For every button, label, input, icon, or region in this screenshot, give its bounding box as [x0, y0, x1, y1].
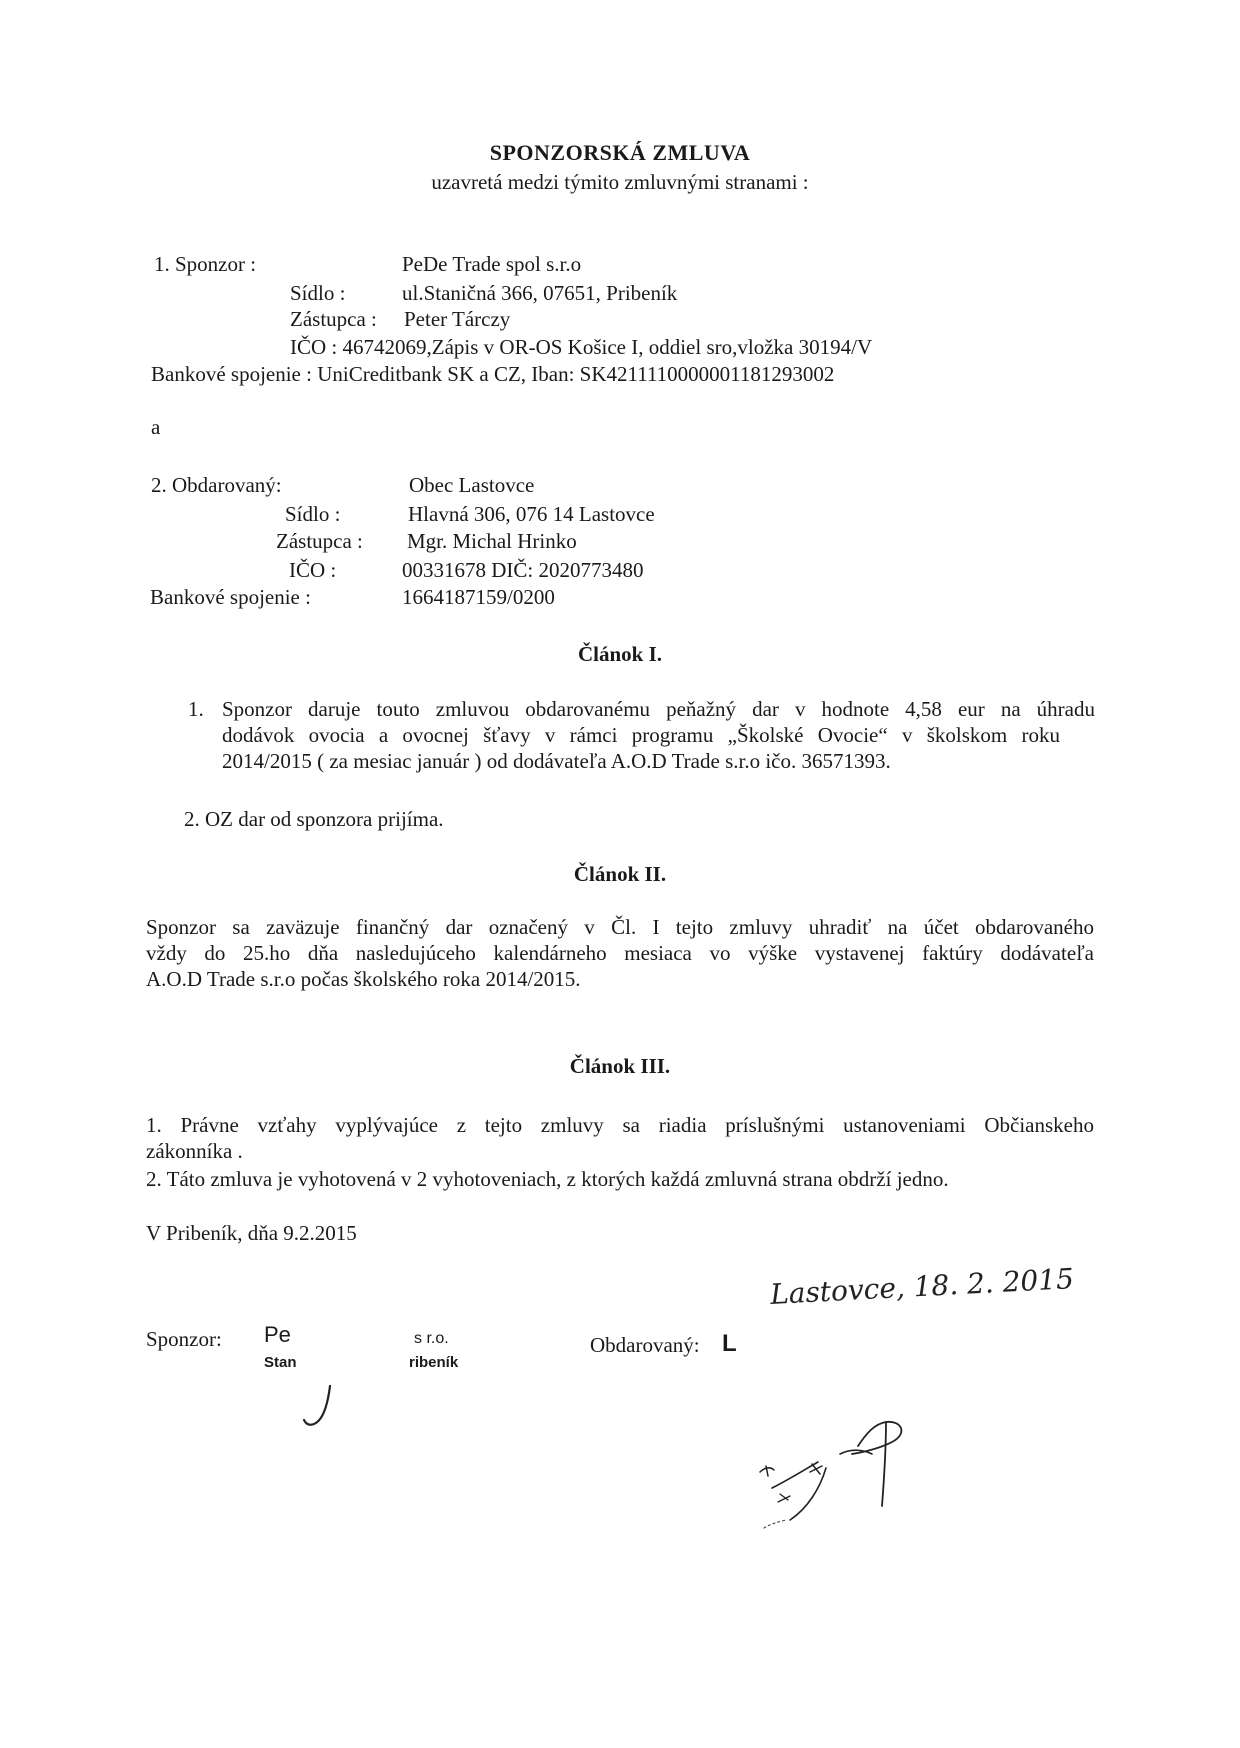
article-3-item-2: 2. Táto zmluva je vyhotovená v 2 vyhotoveniach, z ktorých každá zmluvná strana obdrží jedno.: [146, 1167, 949, 1191]
sponsor-rep: Peter Tárczy: [404, 307, 511, 331]
article-1-item-2: 2. OZ dar od sponzora prijíma.: [184, 807, 444, 831]
recipient-bank-label: Bankové spojenie :: [150, 585, 311, 609]
recipient-signature-mark: [740, 1410, 970, 1550]
recipient-label: 2. Obdarovaný:: [151, 473, 282, 497]
sponsor-label: 1. Sponzor :: [154, 252, 257, 276]
recipient-rep-label: Zástupca :: [276, 529, 363, 553]
recipient-signature-label: Obdarovaný:: [590, 1333, 700, 1357]
article-2-line: vždy do 25.ho dňa nasledujúceho kalendárneho mesiaca vo výške vystavenej faktúry dodávateľa: [146, 941, 1094, 965]
article-1-item-1-line: dodávok ovocia a ovocnej šťavy v rámci programu „Školské Ovocie“ v školskom roku: [222, 723, 1060, 747]
article-3-item-1: [146, 1112, 1094, 1164]
sponsor-seat: ul.Staničná 366, 07651, Pribeník: [402, 281, 678, 305]
article-2-line: Sponzor sa zaväzuje finančný dar označený v Čl. I tejto zmluvy uhradiť na účet obdarovaného: [146, 915, 1094, 939]
recipient-ico-label: IČO :: [289, 558, 337, 582]
article-2-line: A.O.D Trade s.r.o počas školského roka 2014/2015.: [146, 967, 581, 991]
recipient-seat: Hlavná 306, 076 14 Lastovce: [408, 502, 655, 526]
sponsor-name: PeDe Trade spol s.r.o: [402, 252, 582, 276]
handwritten-date: Lastovce, 18. 2. 2015: [769, 1262, 1075, 1311]
sponsor-rep-label: Zástupca :: [290, 307, 377, 331]
article-1-heading: Článok I.: [577, 642, 663, 666]
document-subtitle: uzavretá medzi týmito zmluvnými stranami :: [431, 170, 809, 194]
place-date: V Pribeník, dňa 9.2.2015: [146, 1221, 357, 1245]
sponsor-signature-mark: [300, 1384, 340, 1434]
recipient-ico: 00331678 DIČ: 2020773480: [402, 558, 644, 582]
stamp-text-sro: s r.o.: [414, 1330, 449, 1347]
article-1-item-1-number: 1.: [188, 697, 204, 721]
recipient-bank: 1664187159/0200: [402, 585, 555, 609]
article-1-item-1-line: Sponzor daruje touto zmluvou obdarovanému peňažný dar v hodnote 4,58 eur na úhradu: [222, 697, 1095, 721]
article-1-item-1-line: 2014/2015 ( za mesiac január ) od dodávateľa A.O.D Trade s.r.o ičo. 36571393.: [222, 749, 891, 773]
article-1-item-1: [222, 696, 1095, 774]
article-3-item-1-line: 1. Právne vzťahy vyplývajúce z tejto zmluvy sa riadia príslušnými ustanoveniami Občianskeho: [146, 1113, 1094, 1137]
stamp-text-ribenik: ribeník: [409, 1354, 459, 1371]
sponsor-ico-line: IČO : 46742069,Zápis v OR-OS Košice I, oddiel sro,vložka 30194/V: [290, 335, 873, 359]
sponsor-bank-line: Bankové spojenie : UniCreditbank SK a CZ, Iban: SK4211110000001181293002: [151, 362, 835, 386]
article-2-heading: Článok II.: [573, 862, 667, 886]
stamp-text-l: L: [722, 1330, 737, 1357]
stamp-text-pe: Pe: [264, 1322, 291, 1347]
connector-text: a: [151, 415, 161, 439]
article-3-item-1-line: zákonníka .: [146, 1139, 243, 1163]
stamp-text-stan: Stan: [264, 1354, 297, 1371]
recipient-seat-label: Sídlo :: [285, 502, 341, 526]
document-title: SPONZORSKÁ ZMLUVA: [489, 140, 751, 165]
recipient-name: Obec Lastovce: [409, 473, 535, 497]
article-2-body: [146, 914, 1094, 992]
sponsor-signature-label: Sponzor:: [146, 1327, 222, 1351]
article-3-heading: Článok III.: [569, 1054, 671, 1078]
recipient-rep: Mgr. Michal Hrinko: [407, 529, 577, 553]
sponsor-seat-label: Sídlo :: [290, 281, 346, 305]
